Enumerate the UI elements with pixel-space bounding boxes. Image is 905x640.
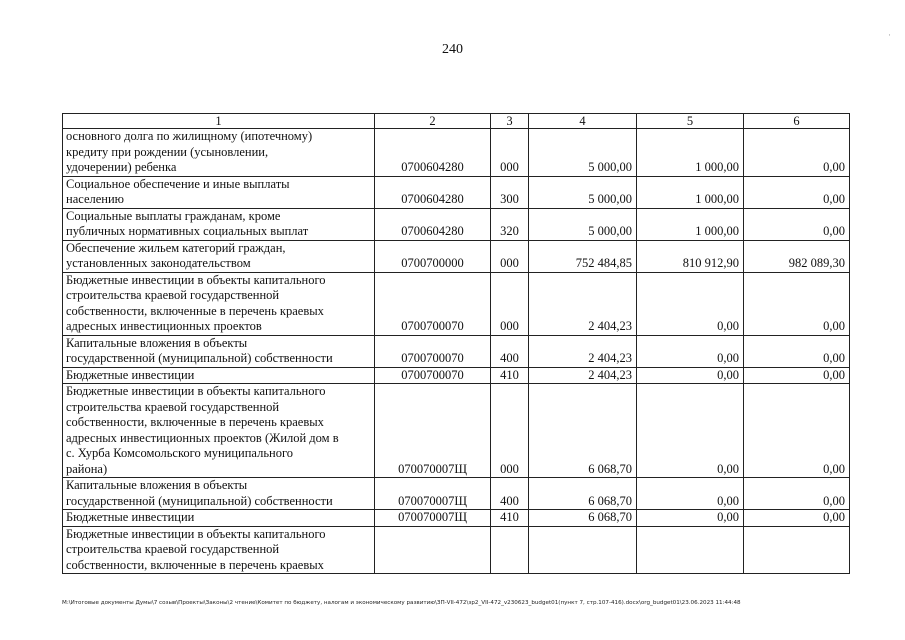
row-target-code-text: 0700700070: [401, 319, 464, 333]
row-target-code: [375, 272, 491, 335]
column-header-2: 2: [375, 114, 491, 129]
corner-mark: ·: [888, 30, 891, 40]
row-name: [63, 208, 375, 240]
row-amount-col6: [744, 240, 850, 272]
row-target-code-text: 070070007Щ: [398, 510, 467, 524]
row-expense-type-text: 320: [500, 224, 519, 238]
row-name-text: основного долга по жилищному (ипотечному) кредиту при рождении (усыновлении, удочерении) ребенка: [66, 129, 313, 174]
row-amount-col6-text: 0,00: [823, 224, 845, 238]
row-target-code-text: 0700604280: [401, 160, 464, 174]
row-amount-col5: [637, 478, 744, 510]
row-expense-type-text: 400: [500, 493, 519, 508]
row-expense-type: [491, 478, 529, 510]
table-row: [63, 510, 850, 527]
row-amount-col4-text: 6 068,70: [588, 461, 632, 476]
table-row: [63, 526, 850, 574]
row-amount-col5-text: 0,00: [717, 367, 739, 382]
row-amount-col4-text: 2 404,23: [588, 367, 632, 382]
row-amount-col4: [529, 335, 637, 367]
row-target-code-text: 070070007Щ: [398, 461, 467, 476]
row-amount-col6: [744, 208, 850, 240]
row-amount-col4: [529, 367, 637, 384]
row-amount-col5: [637, 176, 744, 208]
row-amount-col5-text: 1 000,00: [695, 192, 739, 206]
row-name: [63, 176, 375, 208]
row-amount-col5: [637, 272, 744, 335]
row-amount-col5-text: 0,00: [717, 493, 739, 508]
row-amount-col4-text: 6 068,70: [588, 493, 632, 508]
row-name-text: Бюджетные инвестиции в объекты капитального строительства краевой государственной собственности, включенные в перечень краевых адресных инвестиционных проектов (Жилой дом в с. Хурба Комсомольского муниципального района): [66, 384, 339, 476]
table-row: [63, 335, 850, 367]
row-target-code: [375, 526, 491, 574]
row-amount-col6: [744, 384, 850, 478]
file-path-footer: M:\Итоговые документы Думы\7 созыв\Проекты\Законы\2 чтение\Комитет по бюджету, налогам и экономическому развитию\ЗП-VII-472\зр2_VII-472_v230623_budget01(пункт 7, стр.107-416).docx\org_budget01\23.06.2023 11:44:48: [62, 600, 741, 606]
budget-table: [62, 113, 850, 574]
row-amount-col6: [744, 526, 850, 574]
page-number: 240: [442, 42, 463, 57]
row-name-text: Социальные выплаты гражданам, кроме публичных нормативных социальных выплат: [66, 208, 309, 238]
row-amount-col5: [637, 384, 744, 478]
row-amount-col6-text: 0,00: [823, 510, 845, 524]
row-amount-col6: [744, 272, 850, 335]
row-amount-col6: [744, 335, 850, 367]
row-expense-type: [491, 240, 529, 272]
row-name-text: Обеспечение жильем категорий граждан, установленных законодательством: [66, 240, 286, 270]
row-amount-col5-text: 0,00: [717, 461, 739, 476]
row-name: [63, 335, 375, 367]
row-amount-col5: [637, 526, 744, 574]
row-amount-col6: [744, 367, 850, 384]
row-amount-col5-text: 1 000,00: [695, 160, 739, 174]
row-amount-col4-text: 2 404,23: [588, 351, 632, 365]
row-amount-col4: [529, 272, 637, 335]
row-amount-col6-text: 0,00: [823, 192, 845, 206]
row-name: [63, 384, 375, 478]
row-expense-type-text: 000: [500, 461, 519, 476]
row-amount-col5-text: 1 000,00: [695, 224, 739, 238]
row-name: [63, 526, 375, 574]
row-amount-col4-text: 5 000,00: [588, 192, 632, 206]
row-amount-col4: [529, 384, 637, 478]
row-target-code: [375, 510, 491, 527]
row-target-code: [375, 129, 491, 177]
row-target-code: [375, 240, 491, 272]
row-expense-type: [491, 129, 529, 177]
row-amount-col6-text: 0,00: [823, 319, 845, 333]
row-amount-col4: [529, 526, 637, 574]
row-amount-col6-text: 0,00: [823, 493, 845, 508]
row-amount-col6: [744, 129, 850, 177]
column-header-1: 1: [63, 114, 375, 129]
row-amount-col6-text: 0,00: [823, 367, 845, 382]
row-expense-type-text: 000: [500, 256, 519, 270]
row-name-text: Капитальные вложения в объекты государственной (муниципальной) собственности: [66, 335, 333, 365]
row-amount-col5: [637, 208, 744, 240]
row-expense-type: [491, 176, 529, 208]
row-amount-col4: [529, 129, 637, 177]
row-amount-col6-text: 0,00: [823, 160, 845, 174]
column-header-5: 5: [637, 114, 744, 129]
row-amount-col5-text: 0,00: [717, 510, 739, 524]
row-amount-col4-text: 6 068,70: [588, 510, 632, 524]
table-header-row: [63, 114, 850, 129]
table-row: [63, 129, 850, 177]
row-name: [63, 367, 375, 384]
row-expense-type: [491, 367, 529, 384]
row-target-code: [375, 176, 491, 208]
row-amount-col5: [637, 335, 744, 367]
row-amount-col4-text: 752 484,85: [575, 256, 632, 270]
row-target-code: [375, 335, 491, 367]
row-amount-col4-text: 5 000,00: [588, 160, 632, 174]
row-amount-col6-text: 0,00: [823, 461, 845, 476]
row-amount-col4: [529, 176, 637, 208]
row-expense-type: [491, 272, 529, 335]
row-name-text: Капитальные вложения в объекты государственной (муниципальной) собственности: [66, 478, 333, 508]
row-amount-col6-text: 982 089,30: [788, 256, 845, 270]
column-header-6: 6: [744, 114, 850, 129]
row-amount-col4-text: 5 000,00: [588, 224, 632, 238]
row-target-code-text: 070070007Щ: [398, 493, 467, 508]
row-amount-col4-text: 2 404,23: [588, 319, 632, 333]
row-name-text: Бюджетные инвестиции: [66, 510, 195, 524]
row-amount-col4: [529, 510, 637, 527]
table-row: [63, 384, 850, 478]
row-target-code-text: 0700700000: [401, 256, 464, 270]
row-target-code-text: 0700700070: [401, 351, 464, 365]
row-amount-col6-text: 0,00: [823, 351, 845, 365]
row-name-text: Бюджетные инвестиции: [66, 367, 195, 382]
table-row: [63, 176, 850, 208]
row-expense-type: [491, 335, 529, 367]
row-target-code: [375, 208, 491, 240]
row-amount-col5-text: 0,00: [717, 319, 739, 333]
row-expense-type: [491, 208, 529, 240]
row-expense-type-text: 000: [500, 319, 519, 333]
row-amount-col4: [529, 208, 637, 240]
row-expense-type-text: 410: [500, 510, 519, 524]
table-row: [63, 208, 850, 240]
row-amount-col5: [637, 367, 744, 384]
row-target-code: [375, 478, 491, 510]
row-expense-type-text: 000: [500, 160, 519, 174]
row-amount-col5-text: 810 912,90: [682, 256, 739, 270]
row-expense-type: [491, 510, 529, 527]
row-name: [63, 240, 375, 272]
row-amount-col6: [744, 478, 850, 510]
column-header-4: 4: [529, 114, 637, 129]
row-amount-col6: [744, 510, 850, 527]
row-name: [63, 129, 375, 177]
row-target-code-text: 0700700070: [401, 367, 464, 382]
table-row: [63, 272, 850, 335]
row-amount-col5: [637, 510, 744, 527]
row-amount-col5: [637, 240, 744, 272]
row-target-code: [375, 384, 491, 478]
row-amount-col5-text: 0,00: [717, 351, 739, 365]
table-row: [63, 240, 850, 272]
row-target-code-text: 0700604280: [401, 192, 464, 206]
row-amount-col4: [529, 478, 637, 510]
row-name-text: Социальное обеспечение и иные выплаты населению: [66, 176, 290, 206]
table-row: [63, 478, 850, 510]
row-target-code-text: 0700604280: [401, 224, 464, 238]
row-amount-col6: [744, 176, 850, 208]
row-amount-col5: [637, 129, 744, 177]
row-expense-type: [491, 526, 529, 574]
row-expense-type-text: 410: [500, 367, 519, 382]
row-expense-type-text: 400: [500, 351, 519, 365]
column-header-3: 3: [491, 114, 529, 129]
row-name: [63, 272, 375, 335]
row-name: [63, 510, 375, 527]
row-amount-col4: [529, 240, 637, 272]
table-row: [63, 367, 850, 384]
row-target-code: [375, 367, 491, 384]
row-name-text: Бюджетные инвестиции в объекты капитального строительства краевой государственной собственности, включенные в перечень краевых: [66, 526, 326, 572]
row-name: [63, 478, 375, 510]
row-expense-type-text: 300: [500, 192, 519, 206]
row-name-text: Бюджетные инвестиции в объекты капитального строительства краевой государственной собственности, включенные в перечень краевых адресных инвестиционных проектов: [66, 272, 326, 333]
row-expense-type: [491, 384, 529, 478]
